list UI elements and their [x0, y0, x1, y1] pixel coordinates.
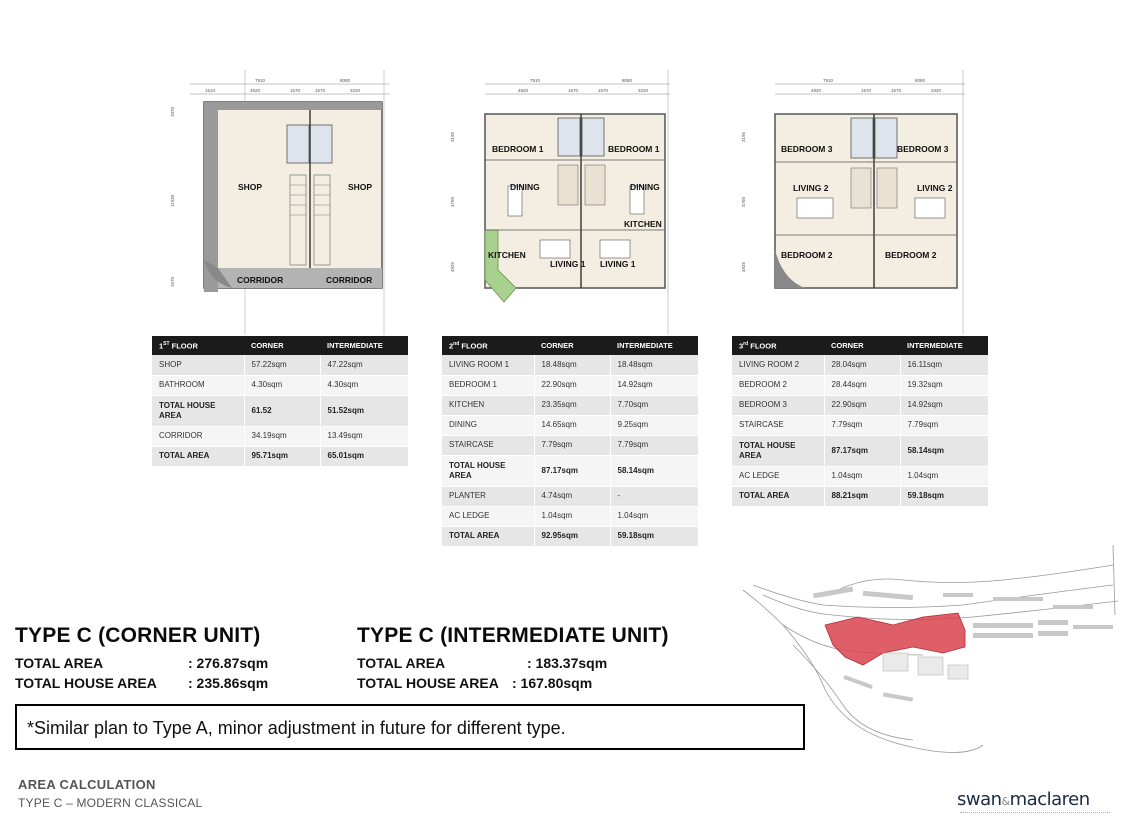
- svg-text:4820: 4820: [518, 88, 529, 93]
- dim-top-1: 7910: [255, 78, 266, 83]
- third-floor-plan: [735, 70, 975, 340]
- svg-text:4750: 4750: [741, 196, 746, 207]
- second-floor-area-table: [442, 336, 699, 547]
- dim-top-2: 8080: [340, 78, 351, 83]
- table-header-row: [442, 336, 698, 355]
- corner-header: CORNER: [244, 336, 320, 355]
- svg-text:BEDROOM 2: BEDROOM 2: [885, 250, 937, 260]
- table-row: TOTAL HOUSE AREA 61.52 51.52sqm: [152, 395, 408, 426]
- corner-unit-summary: [15, 624, 269, 693]
- table-row: AC LEDGE 1.04sqm 1.04sqm: [442, 506, 698, 526]
- room-label: SHOP: [238, 182, 263, 192]
- corner-header: CORNER: [534, 336, 610, 355]
- svg-text:LIVING 1: LIVING 1: [550, 259, 586, 269]
- svg-text:4750: 4750: [450, 196, 455, 207]
- table-row: BEDROOM 1 22.90sqm 14.92sqm: [442, 375, 698, 395]
- svg-text:8080: 8080: [915, 78, 926, 83]
- svg-text:1570: 1570: [315, 88, 326, 93]
- table-row: PLANTER 4.74sqm -: [442, 486, 698, 506]
- table-row: KITCHEN 23.35sqm 7.70sqm: [442, 395, 698, 415]
- svg-text:DINING: DINING: [510, 182, 540, 192]
- logo-tagline-rule: [960, 812, 1110, 814]
- intermediate-house-area-row: TOTAL HOUSE AREA : 167.80sqm: [357, 675, 593, 691]
- floor-header: 2nd FLOOR: [442, 336, 534, 355]
- svg-text:4820: 4820: [811, 88, 822, 93]
- table-header-row: [152, 336, 408, 355]
- svg-text:BEDROOM 1: BEDROOM 1: [608, 144, 660, 154]
- svg-text:1570: 1570: [861, 88, 872, 93]
- table-row: TOTAL HOUSE AREA 87.17sqm 58.14sqm: [442, 455, 698, 486]
- table-row: LIVING ROOM 1 18.48sqm 18.48sqm: [442, 355, 698, 375]
- table-row: TOTAL HOUSE AREA 87.17sqm 58.14sqm: [732, 435, 988, 466]
- room-label: CORRIDOR: [237, 275, 284, 285]
- svg-text:KITCHEN: KITCHEN: [488, 250, 526, 260]
- first-floor-plan: [170, 70, 395, 340]
- table-row: DINING 14.65sqm 9.25sqm: [442, 415, 698, 435]
- corner-header: CORNER: [824, 336, 900, 355]
- table-row: BATHROOM 4.30sqm 4.30sqm: [152, 375, 408, 395]
- svg-text:BEDROOM 1: BEDROOM 1: [492, 144, 544, 154]
- table-row: AC LEDGE 1.04sqm 1.04sqm: [732, 466, 988, 486]
- svg-text:7910: 7910: [823, 78, 834, 83]
- table-row: TOTAL AREA 92.95sqm 59.18sqm: [442, 526, 698, 546]
- corner-house-area-row: TOTAL HOUSE AREA : 235.86sqm: [15, 675, 269, 691]
- svg-text:3320: 3320: [350, 88, 361, 93]
- svg-text:LIVING 2: LIVING 2: [917, 183, 953, 193]
- svg-text:BEDROOM 3: BEDROOM 3: [781, 144, 833, 154]
- floor-header: 1ST FLOOR: [152, 336, 244, 355]
- table-row: BEDROOM 2 28.44sqm 19.32sqm: [732, 375, 988, 395]
- floor-header: 3rd FLOOR: [732, 336, 824, 355]
- table-row: SHOP 57.22sqm 47.22sqm: [152, 355, 408, 375]
- svg-text:4820: 4820: [250, 88, 261, 93]
- svg-text:4925: 4925: [450, 261, 455, 272]
- svg-text:3320: 3320: [931, 88, 942, 93]
- first-floor-area-table: [152, 336, 409, 467]
- swan-maclaren-logo: swan&maclaren: [957, 789, 1090, 810]
- intermediate-unit-title: TYPE C (INTERMEDIATE UNIT): [357, 624, 669, 647]
- intermediate-header: INTERMEDIATE: [610, 336, 698, 355]
- svg-text:KITCHEN: KITCHEN: [624, 219, 662, 229]
- svg-text:3320: 3320: [638, 88, 649, 93]
- footer-subtitle: TYPE C – MODERN CLASSICAL: [18, 796, 203, 810]
- corner-total-area-row: TOTAL AREA : 276.87sqm: [15, 655, 269, 671]
- intermediate-header: INTERMEDIATE: [900, 336, 988, 355]
- svg-text:LIVING 2: LIVING 2: [793, 183, 829, 193]
- table-row: TOTAL AREA 95.71sqm 65.01sqm: [152, 446, 408, 466]
- intermediate-header: INTERMEDIATE: [320, 336, 408, 355]
- site-location-plan: [733, 535, 1125, 780]
- third-floor-area-table: [732, 336, 989, 507]
- svg-text:DINING: DINING: [630, 182, 660, 192]
- similar-plan-note: *Similar plan to Type A, minor adjustment in future for different type.: [15, 704, 805, 750]
- room-label: CORRIDOR: [326, 275, 373, 285]
- second-floor-plan: [440, 70, 680, 340]
- svg-text:1510: 1510: [205, 88, 216, 93]
- svg-text:LIVING 1: LIVING 1: [600, 259, 636, 269]
- svg-text:7910: 7910: [530, 78, 541, 83]
- table-row: STAIRCASE 7.79sqm 7.79sqm: [442, 435, 698, 455]
- table-header-row: [732, 336, 988, 355]
- corner-unit-title: TYPE C (CORNER UNIT): [15, 624, 261, 647]
- table-row: LIVING ROOM 2 28.04sqm 16.11sqm: [732, 355, 988, 375]
- svg-text:4925: 4925: [741, 261, 746, 272]
- table-row: BEDROOM 3 22.90sqm 14.92sqm: [732, 395, 988, 415]
- svg-text:1070: 1070: [170, 106, 175, 117]
- svg-text:8080: 8080: [622, 78, 633, 83]
- table-row: CORRIDOR 34.19sqm 13.49sqm: [152, 426, 408, 446]
- svg-text:BEDROOM 3: BEDROOM 3: [897, 144, 949, 154]
- svg-text:1570: 1570: [891, 88, 902, 93]
- svg-text:1570: 1570: [170, 276, 175, 287]
- svg-text:BEDROOM 2: BEDROOM 2: [781, 250, 833, 260]
- svg-text:3195: 3195: [741, 131, 746, 142]
- svg-text:1570: 1570: [568, 88, 579, 93]
- svg-text:1570: 1570: [290, 88, 301, 93]
- table-row: TOTAL AREA 88.21sqm 59.18sqm: [732, 486, 988, 506]
- footer-title: AREA CALCULATION: [18, 777, 156, 792]
- svg-text:3195: 3195: [450, 131, 455, 142]
- intermediate-total-area-row: TOTAL AREA : 183.37sqm: [357, 655, 608, 671]
- room-label: SHOP: [348, 182, 373, 192]
- svg-text:1570: 1570: [598, 88, 609, 93]
- svg-text:11930: 11930: [170, 194, 175, 207]
- table-row: STAIRCASE 7.79sqm 7.79sqm: [732, 415, 988, 435]
- intermediate-unit-summary: [357, 624, 669, 693]
